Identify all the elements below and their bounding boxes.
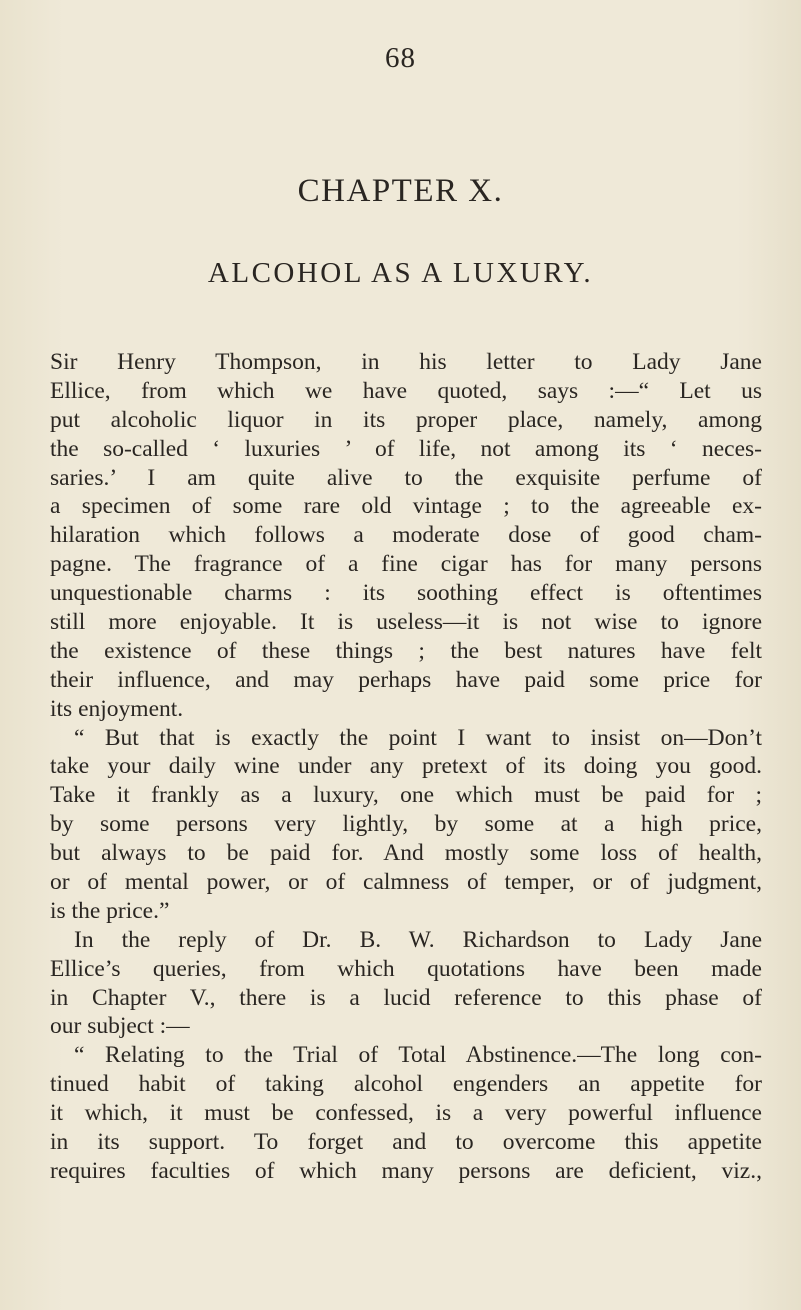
- text-line: take your daily wine under any pretext of its doing you good.: [50, 753, 762, 780]
- text-line: hilaration which follows a moderate dose of good cham-: [50, 522, 762, 549]
- text-line: their influence, and may perhaps have paid some price for: [50, 666, 762, 693]
- text-line: a specimen of some rare old vintage ; to the agreeable ex-: [50, 493, 762, 520]
- text-line: In the reply of Dr. B. W. Richardson to Lady Jane: [74, 926, 762, 953]
- text-line: it which, it must be confessed, is a very powerful influence: [50, 1100, 762, 1127]
- text-line: in Chapter V., there is a lucid reference to this phase of: [50, 984, 762, 1011]
- body-text: [50, 348, 762, 1186]
- text-line: the existence of these things ; the best natures have felt: [50, 637, 762, 664]
- chapter-title: ALCOHOL AS A LUXURY.: [207, 257, 594, 289]
- text-line: requires faculties of which many persons are deficient, viz.,: [50, 1157, 762, 1184]
- text-line: our subject :—: [50, 1013, 190, 1040]
- text-line: “ Relating to the Trial of Total Abstinence.—The long con-: [74, 1042, 762, 1069]
- text-line: is the price.”: [50, 897, 170, 924]
- text-line: Ellice, from which we have quoted, says :—“ Let us: [50, 377, 762, 404]
- text-line: the so-called ‘ luxuries ’ of life, not among its ‘ neces-: [50, 435, 762, 462]
- text-line: saries.’ I am quite alive to the exquisite perfume of: [50, 464, 762, 491]
- text-line: Sir Henry Thompson, in his letter to Lady Jane: [50, 349, 762, 375]
- text-line: its enjoyment.: [50, 695, 184, 722]
- text-line: still more enjoyable. It is useless—it is not wise to ignore: [50, 609, 762, 636]
- text-line: pagne. The fragrance of a fine cigar has for many persons: [50, 551, 762, 578]
- text-line: but always to be paid for. And mostly some loss of health,: [50, 840, 762, 867]
- text-line: Take it frankly as a luxury, one which must be paid for ;: [50, 782, 762, 809]
- text-line: or of mental power, or of calmness of temper, or of judgment,: [50, 869, 762, 896]
- text-line: in its support. To forget and to overcome this appetite: [50, 1129, 762, 1156]
- text-line: by some persons very lightly, by some at a high price,: [50, 811, 762, 838]
- chapter-heading: CHAPTER X.: [297, 173, 504, 209]
- page-number: 68: [385, 42, 416, 74]
- text-line: unquestionable charms : its soothing effect is oftentimes: [50, 580, 762, 607]
- text-line: put alcoholic liquor in its proper place, namely, among: [50, 406, 762, 433]
- text-line: Ellice’s queries, from which quotations have been made: [50, 955, 762, 982]
- text-line: tinued habit of taking alcohol engenders an appetite for: [50, 1071, 762, 1098]
- text-line: “ But that is exactly the point I want to insist on—Don’t: [74, 724, 762, 751]
